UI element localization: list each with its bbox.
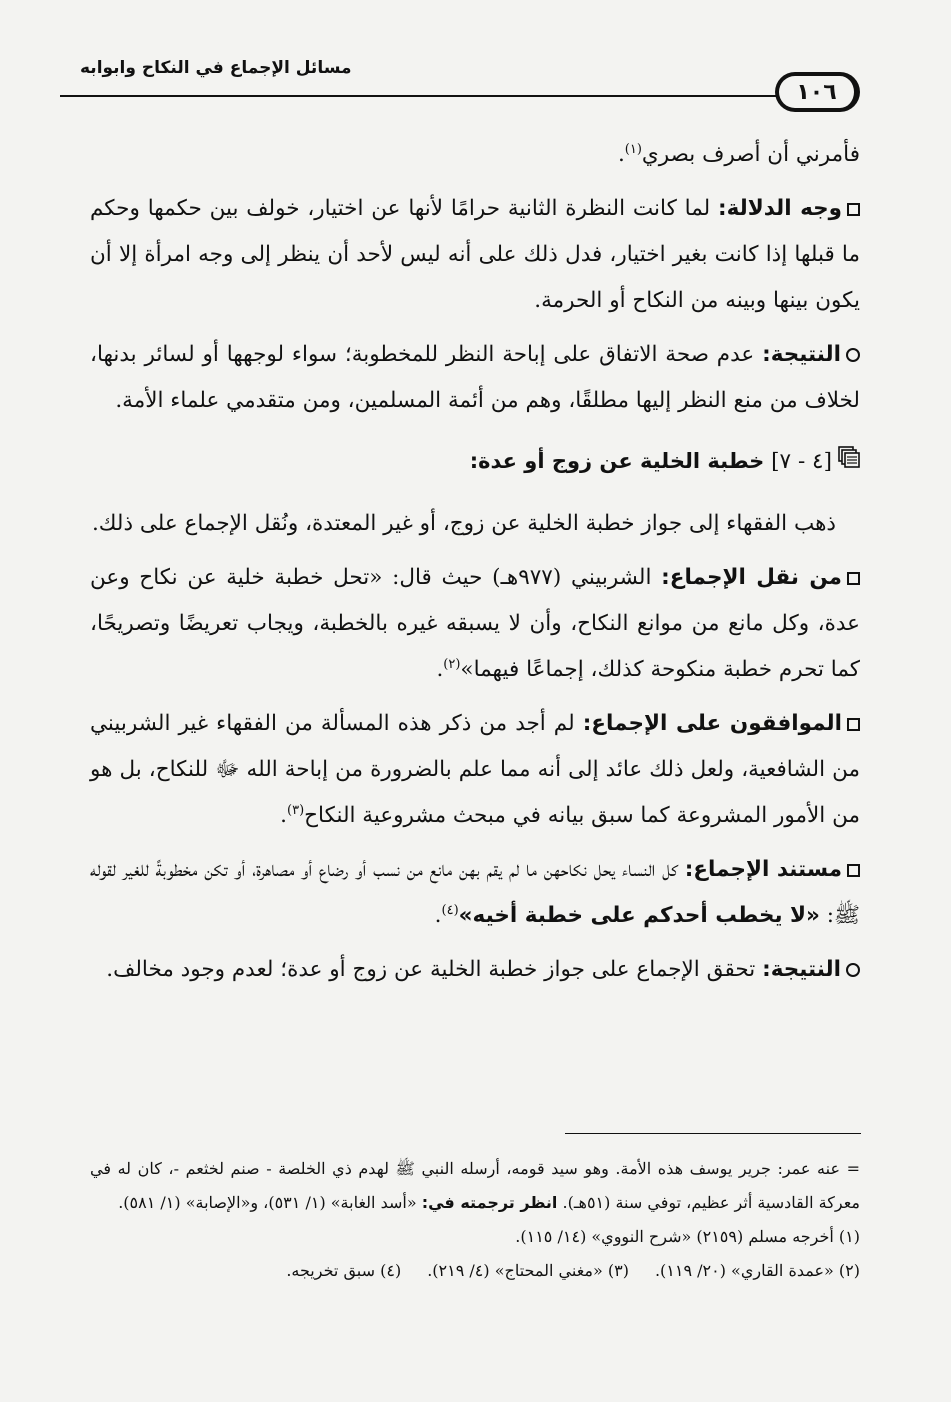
square-bullet-icon [847, 864, 860, 877]
stacked-pages-icon [838, 439, 860, 485]
label-basis: مستند الإجماع: [684, 857, 843, 882]
footnote-4: (٤) سبق تخريجه. [286, 1261, 402, 1280]
footnote-ref-2[interactable]: (٢) [443, 656, 461, 672]
page-number-badge [775, 72, 860, 112]
paragraph-intro: ذهب الفقهاء إلى جواز خطبة الخلية عن زوج، أو غير المعتدة، ونُقل الإجماع على ذلك. [91, 511, 836, 536]
hadith-quote: «لا يخطب أحدكم على خطبة أخيه» [458, 903, 820, 928]
footnote-1: (١) أخرجه مسلم (٢١٥٩) «شرح النووي» (١٤/ ١١٥). [515, 1227, 860, 1246]
footnote-rule [565, 1133, 861, 1134]
footnote-row [90, 1254, 860, 1288]
paragraph-evidence: وجه الدلالة: لما كانت النظرة الثانية حرامًا لأنها عن اختيار، خولف بين حكمها وحكم ما قبلها إذا كانت بغير اختيار، فدل ذلك على أنه ليس لأحد أن ينظر إلى وجه امرأة إلا أن يكون بينها وبينه من النكاح أو الحرمة. [90, 196, 860, 313]
circle-bullet-icon [846, 963, 860, 977]
paragraph-transmitter: من نقل الإجماع: الشربيني (٩٧٧هـ) حيث قال: «تحل خطبة خلية عن نكاح وعن عدة، وكل مانع من موانع النكاح، وأن لا يسبقه غيره بالخطبة، ويجاب تعريضًا وتصريحًا، كما تحرم خطبة منكوحة كذلك، إجماعًا فيهما»$^{(٢)}$. [90, 565, 860, 682]
footnote-ref-1[interactable]: (١) [624, 141, 642, 157]
footnote-ref-4[interactable]: (٤) [441, 902, 459, 918]
paragraph-result-1: النتيجة: عدم صحة الاتفاق على إباحة النظر للمخطوبة؛ سواء لوجهها أو لسائر بدنها، لخلاف من منع النظر إليها مطلقًا، وهم من أئمة المسلمين، ومن متقدمي علماء الأمة. [90, 342, 860, 413]
section-title: خطبة الخلية عن زوج أو عدة: [469, 449, 765, 473]
header-rule [60, 95, 800, 97]
main-text [90, 132, 860, 1001]
footnote-2: (٢) «عمدة القاري» (٢٠/ ١١٩). [654, 1261, 860, 1280]
paragraph-agreeing: الموافقون على الإجماع: لم أجد من ذكر هذه المسألة من الفقهاء غير الشربيني من الشافعية، ولعل ذلك عائد إلى أنه مما علم بالضرورة من إباحة الله ﷻ للنكاح، بل هو من الأمور المشروعة كما سبق بيانه في مبحث مشروعية النكاح$^{(٣)}$. [90, 711, 860, 828]
footnotes [90, 1152, 860, 1288]
paragraph-basis: مستند الإجماع: كل النساء يحل نكاحهن ما لم يقم بهن مانع من نسب أو رضاع أو مصاهرة، أو تكن مخطوبةً للغير لقوله ﷺ: «لا يخطب أحدكم على خطبة أخيه»$^{(٤)}$. [90, 857, 860, 928]
square-bullet-icon [847, 572, 860, 585]
paragraph-hadith-end: فأمرني أن أصرف بصري$^{(١)}$. [617, 141, 860, 167]
circle-bullet-icon [846, 348, 860, 362]
label-agreeing: الموافقون على الإجماع: [582, 711, 842, 736]
label-evidence: وجه الدلالة: [718, 196, 843, 221]
footnote-ref-3[interactable]: (٣) [287, 802, 305, 818]
footnote-continuation: = عنه عمر: جرير يوسف هذه الأمة. وهو سيد قومه، أرسله النبي ﷺ لهدم ذي الخلصة - صنم لخثعم -، كان له في معركة القادسية أثر عظيم، توفي سنة (٥١هـ). انظر ترجمته في: «أسد الغابة» (١/ ٥٣١)، و«الإصابة» (١/ ٥٨١). [90, 1159, 861, 1212]
section-number: [٤ - ٧] [771, 449, 832, 474]
square-bullet-icon [847, 718, 860, 731]
page-number: ١٠٦ [796, 79, 837, 105]
running-header-title: مسائل الإجماع في النكاح وابوابه [80, 58, 352, 78]
paragraph-result-2: النتيجة: تحقق الإجماع على جواز خطبة الخلية عن زوج أو عدة؛ لعدم وجود مخالف. [90, 947, 860, 993]
section-heading [90, 438, 860, 485]
square-bullet-icon [847, 203, 860, 216]
label-result: النتيجة: [762, 957, 841, 982]
label-transmitter: من نقل الإجماع: [661, 565, 842, 590]
footnote-3: (٣) «مغني المحتاج» (٤/ ٢١٩). [427, 1261, 629, 1280]
label-result: النتيجة: [762, 342, 841, 367]
